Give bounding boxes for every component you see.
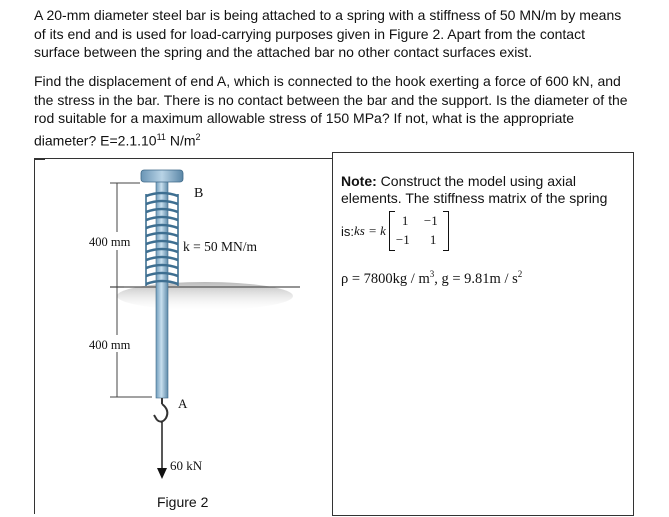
gravity-exponent: 2 [517,269,523,279]
modulus-unit: N/m [165,132,196,149]
matrix-cell: 1 [429,232,437,247]
problem-text: Find the displacement of end A, which is connected to the hook exerting a force of 600 kN, and the stress in the bar. There is no contact between the bar and the support. Is the diameter of the rod suitable for a maximum allowable stress of 150 MPa? If not, what is the appropriate diameter? E=2.1.10 [34,73,628,149]
stiffness-equation [341,210,449,252]
support-ground [110,282,300,310]
density-exponent: 3 [429,269,435,279]
modulus-unit-exponent: 2 [195,131,201,142]
equation-prefix: is: [341,223,354,239]
force-arrow [157,422,167,479]
matrix-cell: −1 [423,213,438,228]
label-B: B [194,186,204,201]
label-A: A [178,396,188,411]
figure-caption: Figure 2 [157,494,209,510]
density-value: ρ = 7800kg / m [341,270,430,287]
note-box [332,152,634,516]
note-text [341,173,631,207]
material-constants [341,269,522,288]
bar-end-cap [141,170,183,182]
stiffness-matrix [389,211,449,251]
spring-stiffness-label: k = 50 MN/m [183,239,257,254]
note-heading: Note: [341,173,377,189]
equation-lhs: ks = k [354,223,386,238]
modulus-exponent: 11 [156,131,166,142]
matrix-cell: −1 [395,232,410,247]
hook-icon [154,398,167,422]
dimension-top-label: 400 mm [89,235,131,249]
matrix-cell: 1 [401,213,409,228]
force-label: 60 kN [170,458,203,473]
dimension-bottom-label: 400 mm [89,338,131,352]
steel-bar [156,178,168,398]
problem-paragraph-1: A 20-mm diameter steel bar is being attached to a spring with a stiffness of 50 MN/m by means of its end and is used for load-carrying purposes given in Figure 2. Apart from the contact surface between the spring and the attached bar no other contact surfaces exist. [34,7,622,60]
gravity-value: , g = 9.81m / s [434,270,518,287]
note-body: Construct the model using axial elements. The stiffness matrix of the spring [341,173,608,206]
